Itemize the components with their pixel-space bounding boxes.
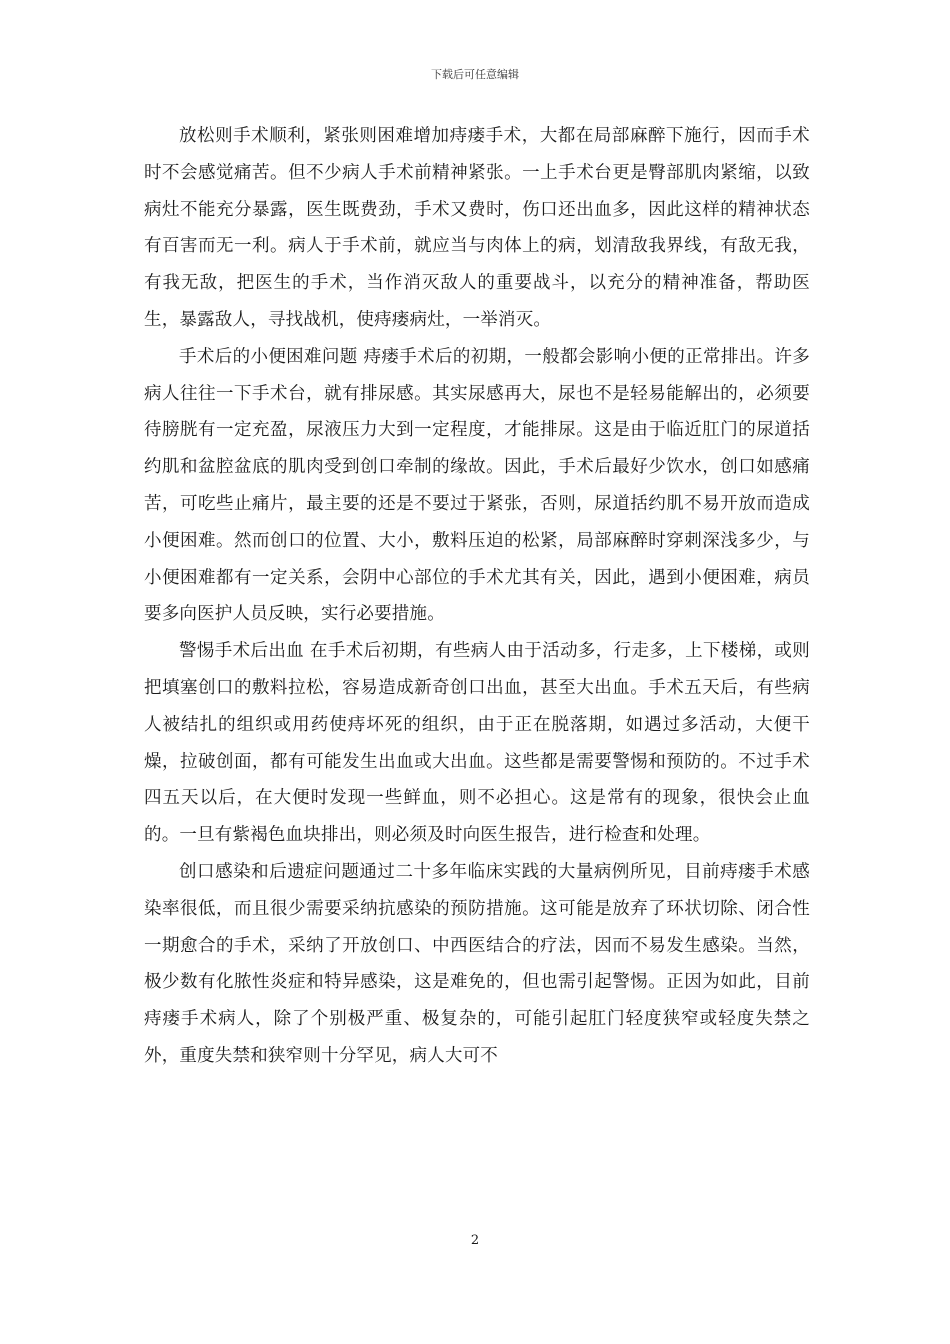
paragraph-postoperative-bleeding: 警惕手术后出血 在手术后初期，有些病人由于活动多，行走多，上下楼梯，或则把填塞创口的敷料拉松，容易造成新奇创口出血，甚至大出血。手术五天后，有些病人被结扎的组织或用药使痔坏死的组织，由于正在脱落期，如遇过多活动，大便干燥，拉破创面，都有可能发生出血或大出血。这些都是需要警惕和预防的。不过手术四五天以后，在大便时发现一些鲜血，则不必担心。这是常有的现象，很快会止血的。一旦有紫褐色血块排出，则必须及时向医生报告，进行检查和处理。: [144, 641, 810, 846]
paragraph-relaxation: 放松则手术顺利，紧张则困难增加痔瘘手术，大都在局部麻醉下施行，因而手术时不会感觉痛苦。但不少病人手术前精神紧张。一上手术台更是臀部肌肉紧缩，以致病灶不能充分暴露，医生既费劲，手术又费时，伤口还出血多，因此这样的精神状态有百害而无一利。病人于手术前，就应当与肉体上的病，划清敌我界线，有敌无我，有我无敌，把医生的手术，当作消灭敌人的重要战斗，以充分的精神准备，帮助医生，暴露敌人，寻找战机，使痔瘘病灶，一举消灭。: [144, 126, 810, 330]
paragraph-urination-difficulty: 手术后的小便困难问题 痔瘘手术后的初期，一般都会影响小便的正常排出。许多病人往往一下手术台，就有排尿感。其实尿感再大，尿也不是轻易能解出的，必须要待膀胱有一定充盈，尿液压力大到一定程度，才能排尿。这是由于临近肛门的尿道括约肌和盆腔盆底的肌肉受到创口牵制的缘故。因此，手术后最好少饮水，创口如感痛苦，可吃些止痛片，最主要的还是不要过于紧张，否则，尿道括约肌不易开放而造成小便困难。然而创口的位置、大小，敷料压迫的松紧，局部麻醉时穿刺深浅多少，与小便困难都有一定关系，会阴中心部位的手术尤其有关，因此，遇到小便困难，病员要多向医护人员反映，实行必要措施。: [144, 346, 810, 625]
paragraph-infection-sequelae: 创口感染和后遗症问题通过二十多年临床实践的大量病例所见，目前痔瘘手术感染率很低，而且很少需要采纳抗感染的预防措施。这可能是放弃了环状切除、闭合性一期愈合的手术，采纳了开放创口、中西医结合的疗法，因而不易发生感染。当然，极少数有化脓性炎症和特异感染，这是难免的，但也需引起警惕。正因为如此，目前痔瘘手术病人，除了个别极严重、极复杂的，可能引起肛门轻度狭窄或轻度失禁之外，重度失禁和狭窄则十分罕见，病人大可不: [144, 861, 810, 1066]
page-number: 2: [470, 1233, 480, 1248]
page-header-note: 下载后可任意编辑: [431, 68, 519, 81]
document-body: [144, 118, 810, 1075]
